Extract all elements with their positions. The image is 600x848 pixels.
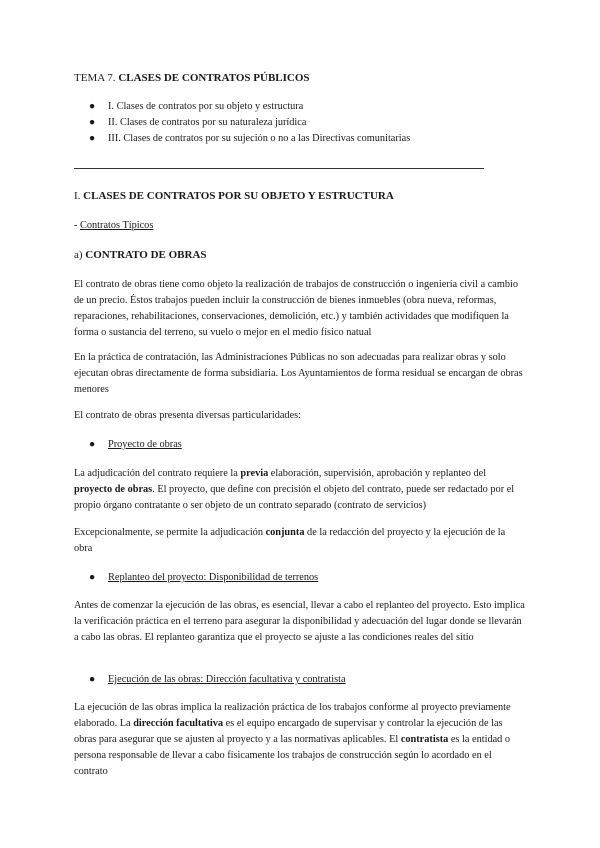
paragraph-definition: El contrato de obras tiene como objeto la realización de trabajos de construcción o ingeniería civil a cambio de un precio. Éstos trabajos pueden incluir la construcción de bienes inmuebles (obra nueva, reformas, reparaciones, rehabilitaciones, conservaciones, demolición, etc.) y también actividades que modifiquen la forma o sustancia del terreno, su vuelo o mejor en el medio físico natual [74,279,519,338]
heading-ejecucion: Ejecución de las obras: Dirección facultativa y contratista [108,674,346,685]
paragraph-conjunta: Excepcionalmente, se permite la adjudicación conjunta de la redacción del proyecto y la ejecución de la obra [74,527,506,554]
bullet-icon: ● [89,572,96,583]
bullet-icon: ● [89,101,96,112]
toc-item-3: III. Clases de contratos por su sujeción o no a las Directivas comunitarias [108,133,411,144]
paragraph-ejecucion: La ejecución de las obras implica la realización práctica de los trabajos conforme al proyecto previamente elaborado. La dirección facultativa es el equipo encargado de supervisar y controlar la ejecución de las obras para asegurar que se ajusten al proyecto y a las normativas aplicables. El contratista es la entidad o persona responsable de llevar a cabo físicamente los trabajos de construcción según lo acordado en el contrato [74,702,511,777]
topic-title: CLASES DE CONTRATOS PÚBLICOS [118,72,310,84]
paragraph-proyecto: La adjudicación del contrato requiere la previa elaboración, supervisión, aprobación y replanteo del proyecto de obras. El proyecto, que define con precisión el objeto del contrato, puede ser redactado por el propio órgano contratante o ser objeto de un contrato separado (contrato de servicios) [74,468,515,511]
bullet-icon: ● [89,439,96,450]
contract-title: CONTRATO DE OBRAS [85,249,207,261]
heading-replanteo: Replanteo del proyecto: Disponibilidad de terrenos [108,572,319,583]
section-title: CLASES DE CONTRATOS POR SU OBJETO Y ESTRUCTURA [83,190,394,202]
paragraph-practice: En la práctica de contratación, las Administraciones Públicas no son adecuadas para realizar obras y solo ejecutan obras directamente de forma subsidiaria. Los Ayuntamientos de forma residual se encargan de obras menores [74,352,523,395]
section-heading: I. CLASES DE CONTRATOS POR SU OBJETO Y ESTRUCTURA [74,190,394,202]
horizontal-divider [74,168,484,169]
bullet-icon: ● [89,133,96,144]
paragraph-particularities: El contrato de obras presenta diversas particularidades: [74,410,302,421]
subsection-title: Contratos Típicos [80,220,154,231]
toc-item-2: II. Clases de contratos por su naturaleza jurídica [108,117,307,128]
contract-heading: a) CONTRATO DE OBRAS [74,249,207,261]
bullet-icon: ● [89,674,96,685]
topic-heading: TEMA 7. CLASES DE CONTRATOS PÚBLICOS [74,72,310,84]
subsection-heading: - Contratos Típicos [74,220,154,231]
bullet-icon: ● [89,117,96,128]
paragraph-replanteo: Antes de comenzar la ejecución de las obras, es esencial, llevar a cabo el replanteo del proyecto. Esto implica la verificación práctica en el terreno para asegurar la disponibilidad y adecuación del lugar donde se llevarán a cabo las obras. El replanteo garantiza que el proyecto se ajuste a las condiciones reales del sitio [74,600,525,643]
toc-item-1: I. Clases de contratos por su objeto y estructura [108,101,304,112]
heading-proyecto-obras: Proyecto de obras [108,439,182,450]
